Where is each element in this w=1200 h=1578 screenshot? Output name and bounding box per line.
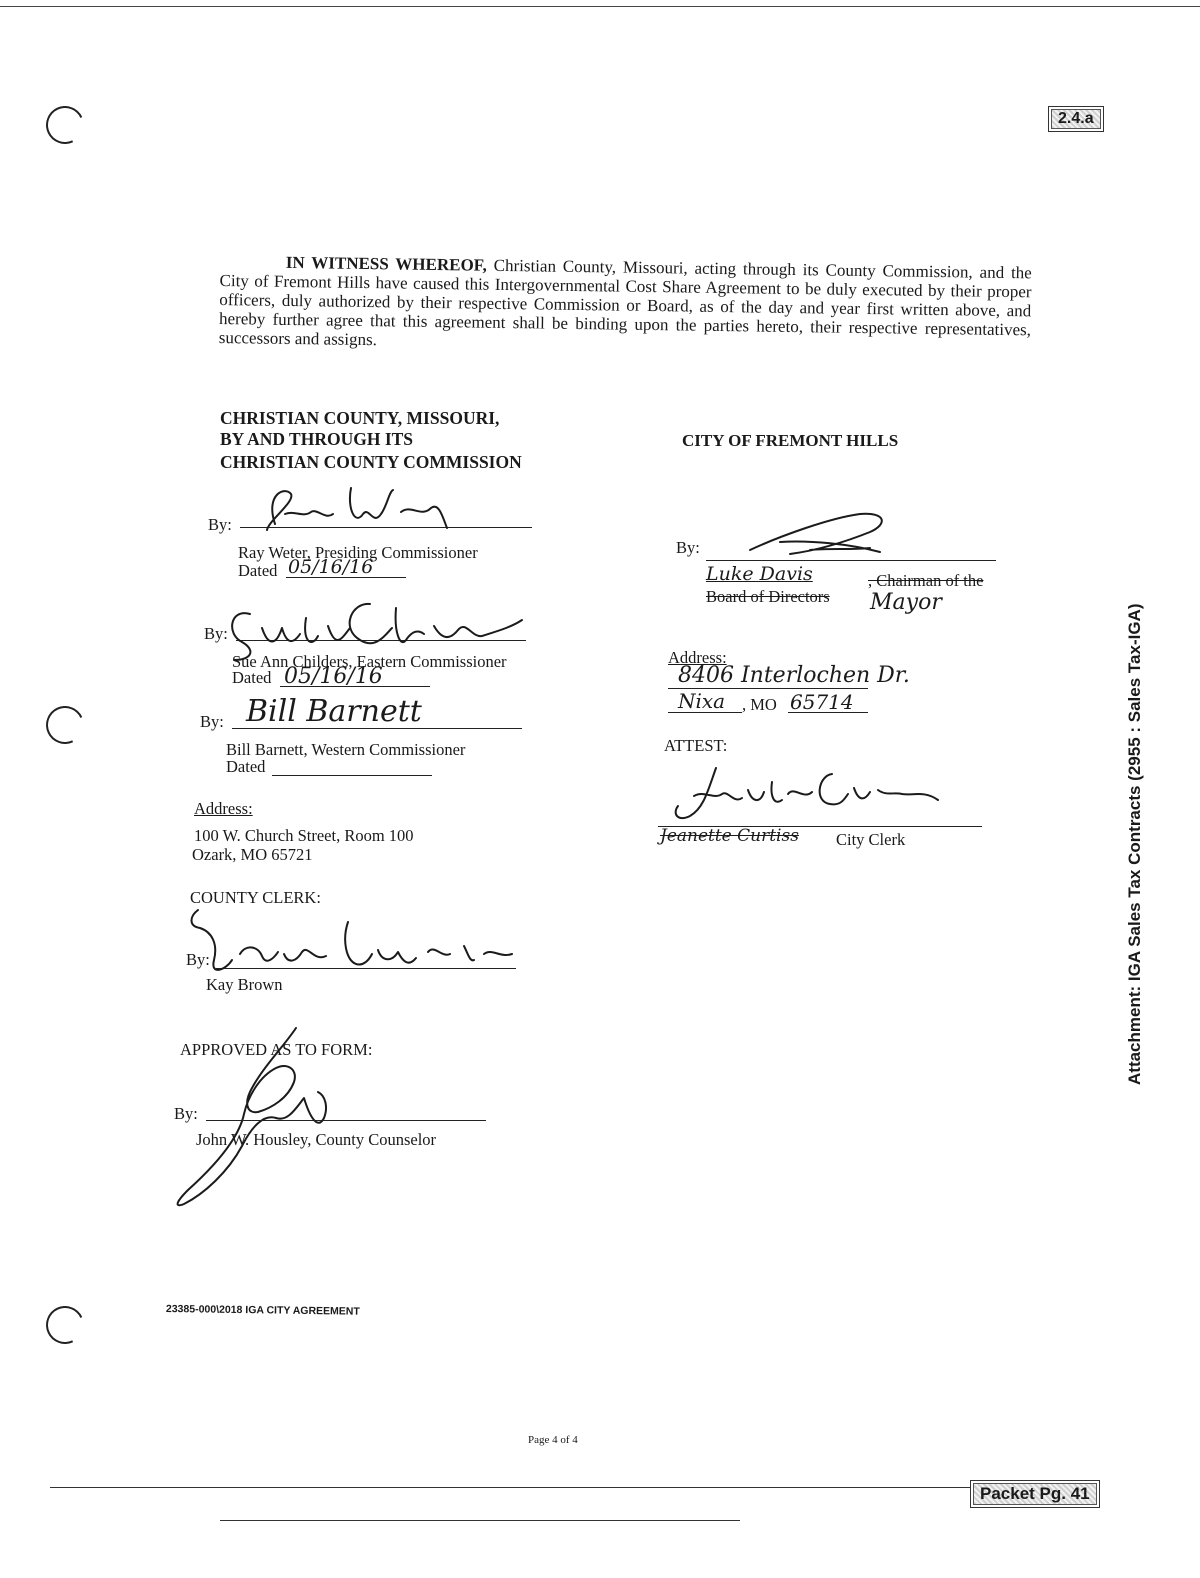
county-signer-1: Ray Weter, Presiding Commissioner (238, 543, 478, 562)
city-address-zip: 65714 (790, 690, 854, 714)
city-title-handwritten: Mayor (870, 590, 942, 615)
county-dated-label-3: Dated (226, 757, 266, 776)
city-attest-label: ATTEST: (664, 736, 728, 755)
city-struck-title-2: Board of Directors (706, 587, 830, 606)
ray-weter-signature (255, 484, 465, 542)
witness-paragraph (219, 252, 1032, 358)
document-code: 23385-000\2018 IGA CITY AGREEMENT (165, 1303, 360, 1318)
luke-davis-signature (710, 506, 910, 566)
city-address-city-underline (668, 712, 742, 713)
city-address-line-1: 8406 Interlochen Dr. (678, 663, 910, 688)
city-address-city: Nixa (678, 689, 726, 713)
page-number: Page 4 of 4 (528, 1434, 578, 1446)
footer-rule (50, 1487, 980, 1488)
agenda-item-badge (1048, 106, 1104, 132)
top-border-line (0, 6, 1200, 7)
county-clerk-name: Kay Brown (206, 975, 283, 994)
county-heading (220, 408, 522, 473)
city-clerk-title: City Clerk (836, 830, 906, 849)
witness-text: Christian County, Missouri, acting through its County Commission, and the City of Fremont Hills have caused this Intergovernmental Cost Share Agreement to be duly executed by their proper officers, duly authorized by their respective Commission or Board, as of the day and year first written above, and hereby further agree that this agreement shall be binding upon the parties hereto, their respective representatives, successors and assigns. (218, 255, 1032, 350)
attachment-label: Attachment: IGA Sales Tax Contracts (2955 : Sales Tax-IGA) (1125, 603, 1144, 1085)
city-address-label: Address: (668, 648, 727, 667)
city-struck-title-1: , Chairman of the (868, 571, 984, 590)
footer-rule-short (220, 1520, 740, 1521)
county-clerk-by-label: By: (186, 950, 210, 969)
punch-hole-icon (41, 101, 90, 150)
county-counselor: John W. Housley, County Counselor (196, 1130, 437, 1149)
county-date-2: 05/16/16 (284, 664, 383, 689)
city-address-zip-underline (788, 712, 868, 713)
city-clerk-printed-name: Jeanette Curtiss (660, 826, 799, 846)
bill-barnett-signature: Bill Barnett (246, 694, 422, 729)
city-signer-name: Luke Davis (706, 563, 813, 585)
county-heading-line-2: BY AND THROUGH ITS (220, 429, 414, 449)
county-dated-label-2: Dated (232, 668, 272, 687)
counselor-by-label: By: (174, 1104, 198, 1123)
county-by-label-3: By: (200, 712, 224, 731)
county-dated-label-1: Dated (238, 561, 278, 580)
county-clerk-label: COUNTY CLERK: (190, 888, 321, 907)
punch-hole-icon (41, 701, 90, 750)
county-address-label: Address: (194, 799, 253, 818)
county-by-label-2: By: (204, 624, 228, 643)
county-address-line-1: 100 W. Church Street, Room 100 (194, 826, 414, 845)
county-by-label-1: By: (208, 515, 232, 534)
county-date-1: 05/16/16 (288, 556, 374, 578)
county-date-line-3 (272, 775, 432, 776)
packet-page-badge (970, 1480, 1100, 1508)
packet-page-number: Packet Pg. 41 (973, 1483, 1097, 1505)
city-heading: CITY OF FREMONT HILLS (682, 431, 899, 450)
county-clerk-signature (186, 904, 531, 984)
agenda-item-number: 2.4.a (1051, 109, 1101, 129)
witness-lead: IN WITNESS WHEREOF, (285, 252, 487, 275)
approved-as-to-form-label: APPROVED AS TO FORM: (180, 1040, 373, 1059)
county-signer-2: Sue Ann Childers, Eastern Commissioner (232, 652, 507, 671)
county-heading-line-1: CHRISTIAN COUNTY, MISSOURI, (220, 408, 500, 428)
county-address-line-2: Ozark, MO 65721 (192, 845, 313, 864)
city-by-label: By: (676, 538, 700, 557)
city-address-state: , MO (742, 695, 777, 714)
jeanette-curtiss-signature (664, 760, 954, 832)
counselor-signature-line (206, 1120, 486, 1121)
county-heading-line-3: CHRISTIAN COUNTY COMMISSION (220, 452, 522, 472)
punch-hole-icon (41, 1301, 90, 1350)
county-signer-3: Bill Barnett, Western Commissioner (226, 740, 466, 759)
